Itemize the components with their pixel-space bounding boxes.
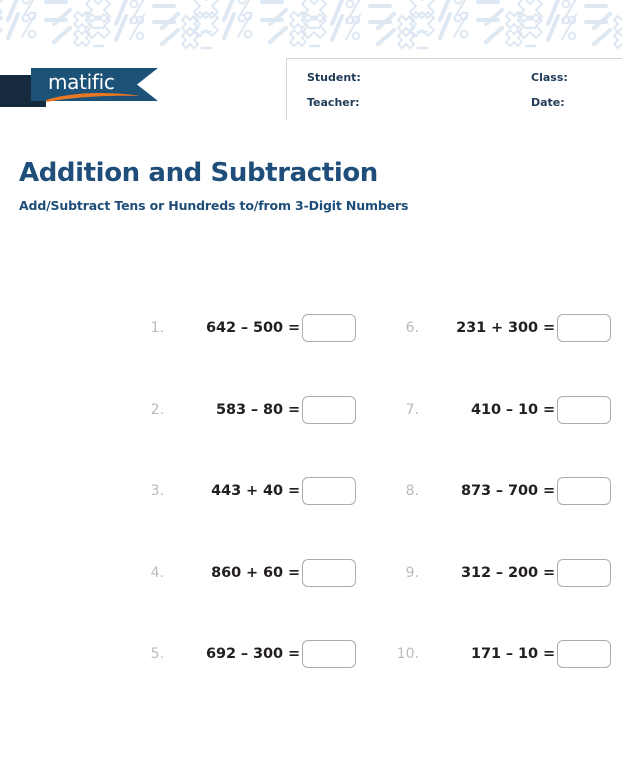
page-title: Addition and Subtraction [19,158,378,188]
date-label: Date: [531,96,565,109]
answer-input[interactable] [557,559,611,587]
problem-item [391,395,611,425]
problem-equation: 692 – 300 = [206,646,300,662]
math-symbols-pattern-band [0,0,622,50]
student-info-row-2 [287,96,622,118]
answer-input[interactable] [302,314,356,342]
answer-input[interactable] [302,640,356,668]
teacher-label: Teacher: [307,96,360,109]
problem-item [391,639,611,669]
answer-input[interactable] [557,640,611,668]
problem-equation: 642 – 500 = [206,320,300,336]
problem-number: 10. [396,646,419,662]
problem-equation: 443 + 40 = [211,483,300,499]
problem-equation: 231 + 300 = [456,320,555,336]
problem-item [136,639,356,669]
problem-equation: 410 – 10 = [471,402,555,418]
page-subtitle: Add/Subtract Tens or Hundreds to/from 3-Digit Numbers [19,198,409,213]
problem-equation: 583 – 80 = [216,402,300,418]
problem-number: 9. [405,565,419,581]
problem-item [391,476,611,506]
logo-wordmark: matific [48,70,115,94]
student-info-box [286,58,622,120]
problem-equation: 171 – 10 = [471,646,555,662]
problem-item [136,476,356,506]
problem-number: 4. [150,565,164,581]
problem-number: 5. [150,646,164,662]
problem-equation: 873 – 700 = [461,483,555,499]
answer-input[interactable] [557,396,611,424]
answer-input[interactable] [557,314,611,342]
problem-equation: 860 + 60 = [211,565,300,581]
problem-number: 1. [150,320,164,336]
answer-input[interactable] [302,559,356,587]
answer-input[interactable] [302,477,356,505]
problem-number: 3. [150,483,164,499]
student-info-row-1 [287,71,622,93]
problem-number: 8. [405,483,419,499]
problem-number: 7. [405,402,419,418]
problem-item [391,558,611,588]
answer-input[interactable] [302,396,356,424]
student-label: Student: [307,71,361,84]
logo-swoosh-icon [44,91,142,103]
problem-item [391,313,611,343]
class-label: Class: [531,71,568,84]
problem-equation: 312 – 200 = [461,565,555,581]
problem-item [136,395,356,425]
problem-item [136,313,356,343]
problem-number: 2. [150,402,164,418]
problem-item [136,558,356,588]
matific-logo [0,64,175,112]
problem-number: 6. [405,320,419,336]
math-symbols-pattern-icon [0,0,622,50]
answer-input[interactable] [557,477,611,505]
